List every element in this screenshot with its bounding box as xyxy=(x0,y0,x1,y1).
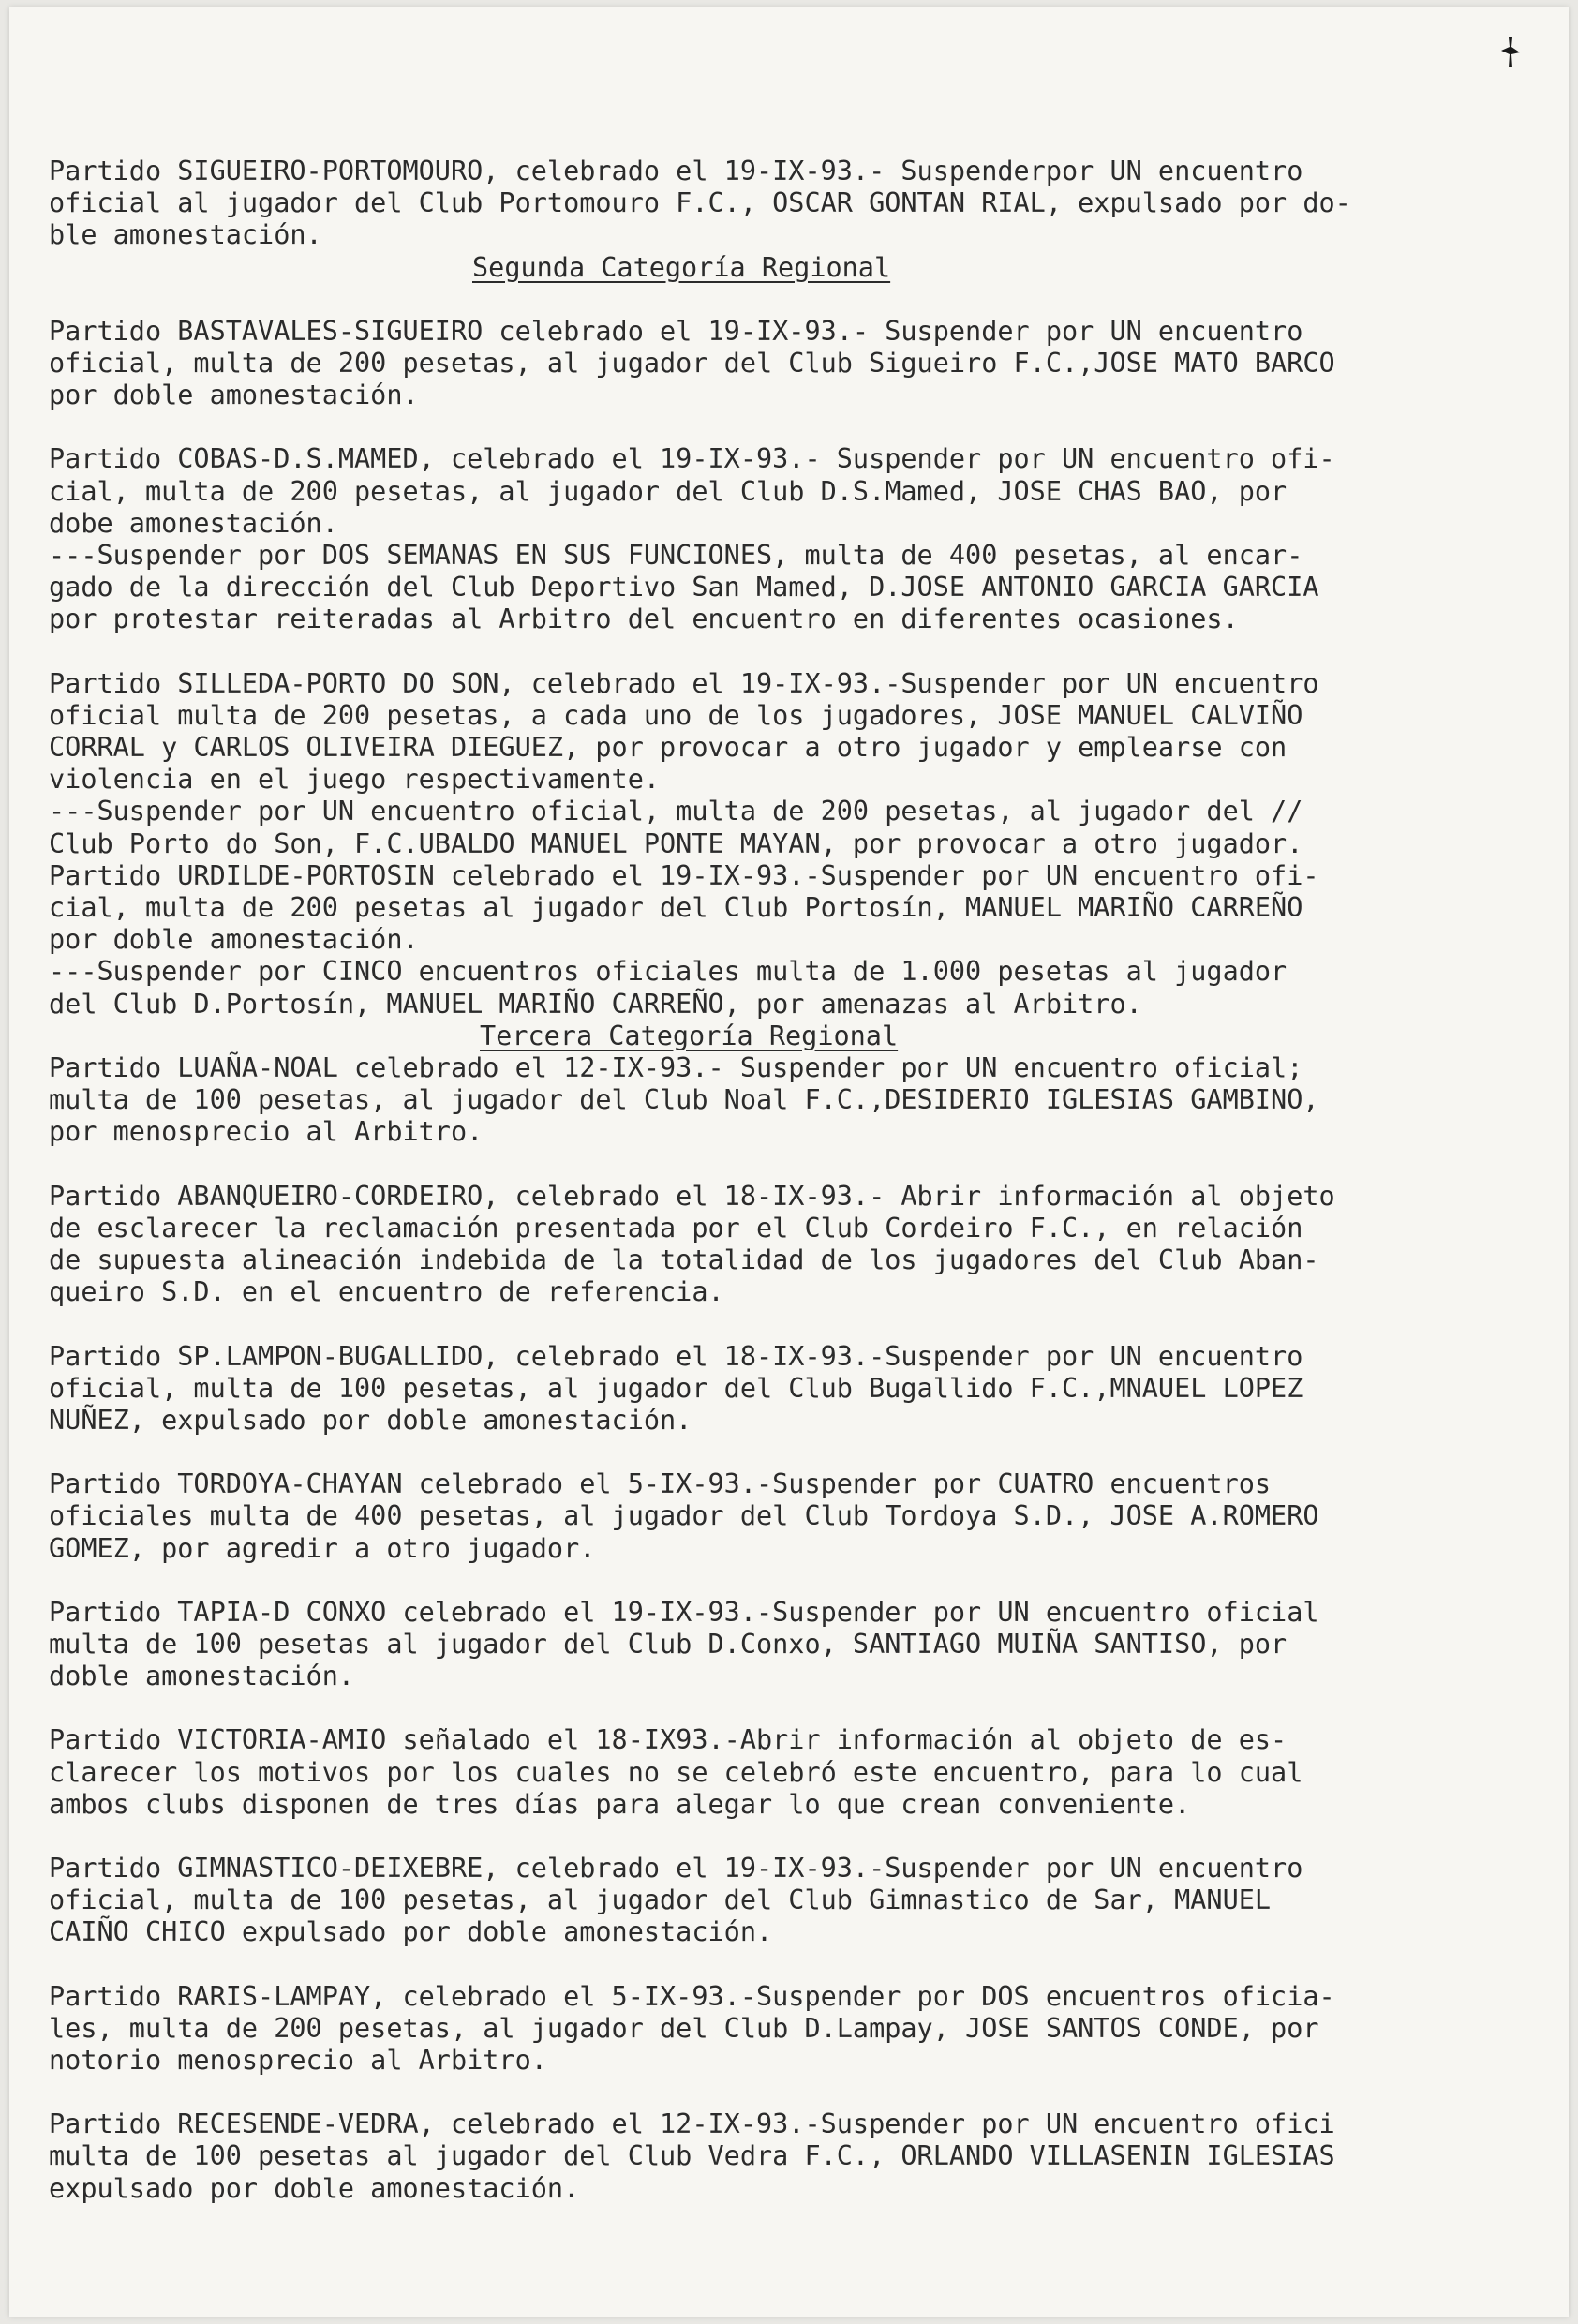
text-line: de supuesta alineación indebida de la totalidad de los jugadores del Club Aban- xyxy=(49,1244,1319,1276)
text-line: de esclarecer la reclamación presentada por el Club Cordeiro F.C., en relación xyxy=(49,1212,1303,1244)
document-body xyxy=(49,156,1557,2205)
text-line: oficial, multa de 200 pesetas, al jugador del Club Sigueiro F.C.,JOSE MATO BARCO xyxy=(49,348,1335,380)
text-line: Partido SILLEDA-PORTO DO SON, celebrado el 19-IX-93.-Suspender por UN encuentro xyxy=(49,667,1319,699)
text-line: queiro S.D. en el encuentro de referencia. xyxy=(49,1276,724,1308)
text-line: oficiales multa de 400 pesetas, al jugador del Club Tordoya S.D., JOSE A.ROMERO xyxy=(49,1500,1319,1532)
text-line: dobe amonestación. xyxy=(49,507,338,539)
text-line: Partido SP.LAMPON-BUGALLIDO, celebrado el 18-IX-93.-Suspender por UN encuentro xyxy=(49,1340,1303,1372)
text-line: cial, multa de 200 pesetas, al jugador del Club D.S.Mamed, JOSE CHAS BAO, por xyxy=(49,475,1288,507)
text-line: les, multa de 200 pesetas, al jugador del Club D.Lampay, JOSE SANTOS CONDE, por xyxy=(49,2012,1319,2044)
handwritten-corner-mark xyxy=(1492,34,1529,71)
text-line: Partido SIGUEIRO-PORTOMOURO, celebrado el 19-IX-93.- Suspenderpor UN encuentro xyxy=(49,156,1303,186)
text-line: ---Suspender por UN encuentro oficial, multa de 200 pesetas, al jugador del // xyxy=(49,796,1303,827)
blank-line xyxy=(49,636,1557,668)
text-line: por protestar reiteradas al Arbitro del encuentro en diferentes ocasiones. xyxy=(49,603,1239,635)
text-line: del Club D.Portosín, MANUEL MARIÑO CARREÑO, por amenazas al Arbitro. xyxy=(49,988,1142,1020)
blank-line xyxy=(49,411,1557,443)
text-line: GOMEZ, por agredir a otro jugador. xyxy=(49,1532,596,1564)
text-line: Partido RARIS-LAMPAY, celebrado el 5-IX-93.-Suspender por DOS encuentros oficia- xyxy=(49,1980,1335,2012)
text-line: gado de la dirección del Club Deportivo San Mamed, D.JOSE ANTONIO GARCIA GARCIA xyxy=(49,572,1319,603)
text-line: expulsado por doble amonestación. xyxy=(49,2172,580,2204)
blank-line xyxy=(49,2077,1557,2108)
text-line: multa de 100 pesetas, al jugador del Club Noal F.C.,DESIDERIO IGLESIAS GAMBINO, xyxy=(49,1084,1319,1116)
text-line: CAIÑO CHICO expulsado por doble amonestación. xyxy=(49,1916,773,1948)
text-line: oficial multa de 200 pesetas, a cada uno de los jugadores, JOSE MANUEL CALVIÑO xyxy=(49,699,1303,731)
text-line: Partido COBAS-D.S.MAMED, celebrado el 19-IX-93.- Suspender por UN encuentro ofi- xyxy=(49,443,1335,475)
text-line: notorio menosprecio al Arbitro. xyxy=(49,2044,547,2076)
section-heading: Segunda Categoría Regional xyxy=(472,251,891,283)
blank-line xyxy=(49,1565,1557,1597)
text-line: oficial, multa de 100 pesetas, al jugador del Club Bugallido F.C.,MNAUEL LOPEZ xyxy=(49,1372,1303,1404)
text-line: doble amonestación. xyxy=(49,1661,355,1692)
text-line: Partido TORDOYA-CHAYAN celebrado el 5-IX-93.-Suspender por CUATRO encuentros xyxy=(49,1468,1272,1500)
text-line: cial, multa de 200 pesetas al jugador del Club Portosín, MANUEL MARIÑO CARREÑO xyxy=(49,892,1303,924)
blank-line xyxy=(49,1949,1557,1981)
text-line: CORRAL y CARLOS OLIVEIRA DIEGUEZ, por provocar a otro jugador y emplearse con xyxy=(49,732,1288,764)
text-line: oficial, multa de 100 pesetas, al jugador del Club Gimnastico de Sar, MANUEL xyxy=(49,1885,1272,1916)
text-line: por doble amonestación. xyxy=(49,924,419,956)
text-line: multa de 100 pesetas al jugador del Club Vedra F.C., ORLANDO VILLASENIN IGLESIAS xyxy=(49,2140,1335,2172)
text-line: ambos clubs disponen de tres días para alegar lo que crean conveniente. xyxy=(49,1788,1191,1820)
text-line: Partido VICTORIA-AMIO señalado el 18-IX93.-Abrir información al objeto de es- xyxy=(49,1724,1288,1756)
blank-line xyxy=(49,1437,1557,1468)
text-line: ---Suspender por CINCO encuentros oficiales multa de 1.000 pesetas al jugador xyxy=(49,956,1288,988)
blank-line xyxy=(49,1309,1557,1341)
text-line: clarecer los motivos por los cuales no se celebró este encuentro, para lo cual xyxy=(49,1756,1303,1788)
section-heading: Tercera Categoría Regional xyxy=(480,1020,899,1051)
text-line: Partido ABANQUEIRO-CORDEIRO, celebrado el 18-IX-93.- Abrir información al objeto xyxy=(49,1180,1335,1212)
blank-line xyxy=(49,284,1557,316)
text-line: Partido URDILDE-PORTOSIN celebrado el 19-IX-93.-Suspender por UN encuentro ofi- xyxy=(49,859,1319,891)
text-line: multa de 100 pesetas al jugador del Club D.Conxo, SANTIAGO MUIÑA SANTISO, por xyxy=(49,1628,1288,1660)
text-line: ---Suspender por DOS SEMANAS EN SUS FUNCIONES, multa de 400 pesetas, al encar- xyxy=(49,540,1303,572)
text-line: por doble amonestación. xyxy=(49,380,419,411)
text-line: Partido TAPIA-D CONXO celebrado el 19-IX-93.-Suspender por UN encuentro oficial xyxy=(49,1596,1319,1628)
blank-line xyxy=(49,1821,1557,1853)
typewritten-page xyxy=(9,7,1569,2317)
text-line: Partido BASTAVALES-SIGUEIRO celebrado el 19-IX-93.- Suspender por UN encuentro xyxy=(49,315,1303,347)
blank-line xyxy=(49,1692,1557,1724)
text-line: Partido RECESENDE-VEDRA, celebrado el 12-IX-93.-Suspender por UN encuentro ofici xyxy=(49,2108,1335,2140)
text-line: oficial al jugador del Club Portomouro F.C., OSCAR GONTAN RIAL, expulsado por do- xyxy=(49,187,1351,219)
text-line: por menosprecio al Arbitro. xyxy=(49,1116,484,1148)
text-line: Partido LUAÑA-NOAL celebrado el 12-IX-93.- Suspender por UN encuentro oficial; xyxy=(49,1052,1303,1084)
text-line: ble amonestación. xyxy=(49,219,322,251)
text-line: violencia en el juego respectivamente. xyxy=(49,764,661,796)
text-line: Partido GIMNASTICO-DEIXEBRE, celebrado el 19-IX-93.-Suspender por UN encuentro xyxy=(49,1852,1303,1884)
text-line: Club Porto do Son, F.C.UBALDO MANUEL PONTE MAYAN, por provocar a otro jugador. xyxy=(49,827,1303,859)
blank-line xyxy=(49,1149,1557,1181)
text-line: NUÑEZ, expulsado por doble amonestación. xyxy=(49,1404,692,1436)
